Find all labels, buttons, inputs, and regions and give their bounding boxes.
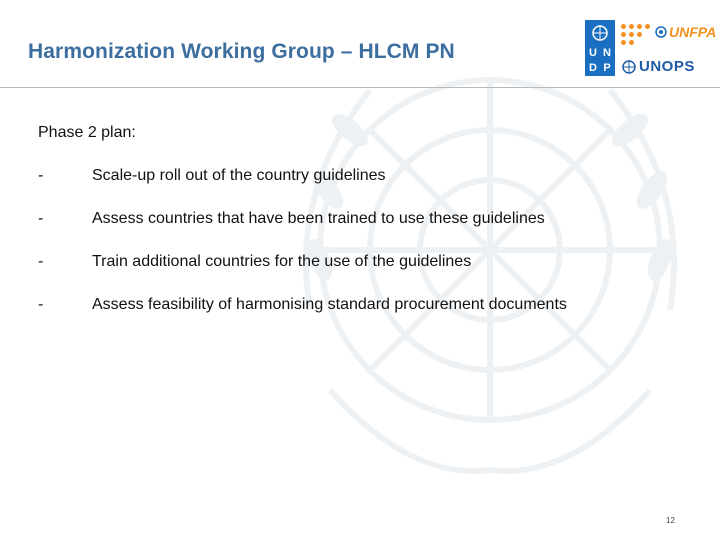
bullet-marker: -: [38, 296, 44, 313]
bullet-text: Assess countries that have been trained to use these guidelines: [92, 210, 545, 227]
agency-logos: [585, 20, 715, 78]
bullet-marker: -: [38, 167, 44, 184]
unfpa-wordmark: UNFPA: [669, 24, 717, 40]
section-heading: Phase 2 plan:: [38, 124, 136, 141]
unfpa-dots-icon: [621, 22, 655, 46]
page-number: 12: [666, 516, 675, 525]
unops-wordmark: UNOPS: [639, 58, 695, 75]
undp-seal-icon: [590, 23, 610, 43]
bullet-text: Scale-up roll out of the country guidelines: [92, 167, 386, 184]
title-divider: [0, 87, 720, 88]
undp-letter: N: [603, 47, 611, 59]
page-title: Harmonization Working Group – HLCM PN: [28, 40, 455, 63]
bullet-marker: -: [38, 253, 44, 270]
undp-logo: [585, 20, 615, 76]
undp-letter: U: [589, 47, 597, 59]
un-emblem-watermark: [250, 10, 720, 490]
unfpa-emblem-icon: [655, 26, 667, 38]
bullet-text: Train additional countries for the use of the guidelines: [92, 253, 472, 270]
undp-letter: P: [603, 62, 611, 74]
unops-emblem-icon: [622, 60, 636, 74]
bullet-marker: -: [38, 210, 44, 227]
undp-letter: D: [589, 62, 597, 74]
bullet-text: Assess feasibility of harmonising standard procurement documents: [92, 296, 567, 313]
